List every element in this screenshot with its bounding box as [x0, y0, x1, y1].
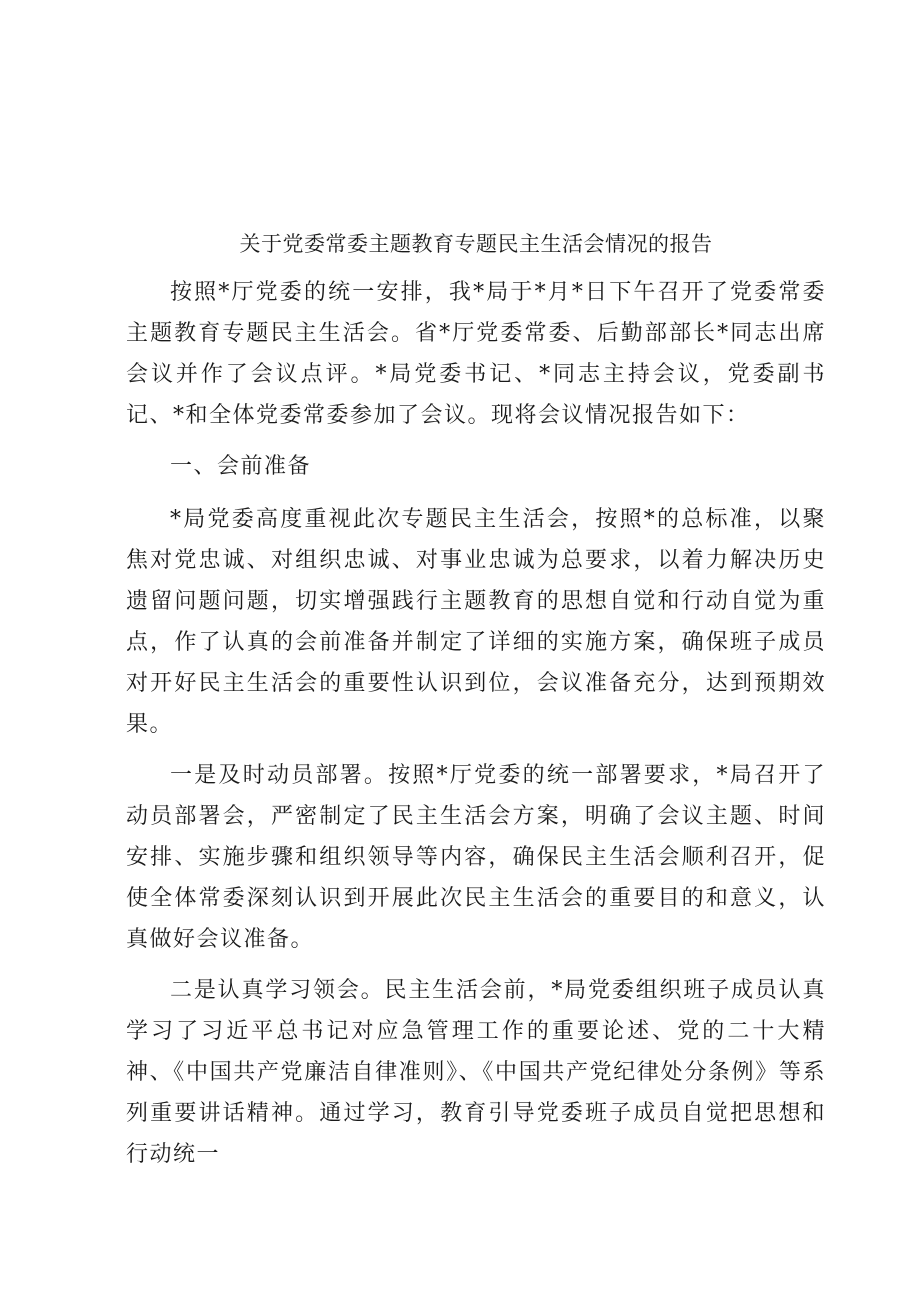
document-title: 关于党委常委主题教育专题民主生活会情况的报告 — [239, 232, 713, 256]
mobilization-paragraph: 一是及时动员部署。按照*厅党委的统一部署要求，*局召开了动员部署会，严密制定了民主生活会方案，明确了会议主题、时间安排、实施步骤和组织领导等内容，确保民主生活会顺利召开，促使全体常委深刻认识到开展此次民主生活会的重要目的和意义，认真做好会议准备。 — [126, 763, 826, 952]
document-body — [126, 224, 826, 1185]
intro-paragraph: 按照*厅党委的统一安排，我*局于*月*日下午召开了党委常委主题教育专题民主生活会。省*厅党委常委、后勤部部长*同志出席会议并作了会议点评。*局党委书记、*同志主持会议，党委副书记、*和全体党委常委参加了会议。现将会议情况报告如下： — [126, 280, 826, 428]
section-heading-preparation: 一、会前准备 — [170, 454, 312, 479]
study-paragraph: 二是认真学习领会。民主生活会前，*局党委组织班子成员认真学习了习近平总书记对应急管理工作的重要论述、党的二十大精神、《中国共产党廉洁自律准则》、《中国共产党纪律处分条例》等系列重要讲话精神。通过学习，教育引导党委班子成员自觉把思想和行动统一 — [126, 978, 826, 1167]
preparation-paragraph: *局党委高度重视此次专题民主生活会，按照*的总标准，以聚焦对党忠诚、对组织忠诚、对事业忠诚为总要求，以着力解决历史遗留问题问题，切实增强践行主题教育的思想自觉和行动自觉为重点，作了认真的会前准备并制定了详细的实施方案，确保班子成员对开好民主生活会的重要性认识到位，会议准备充分，达到预期效果。 — [126, 507, 826, 737]
